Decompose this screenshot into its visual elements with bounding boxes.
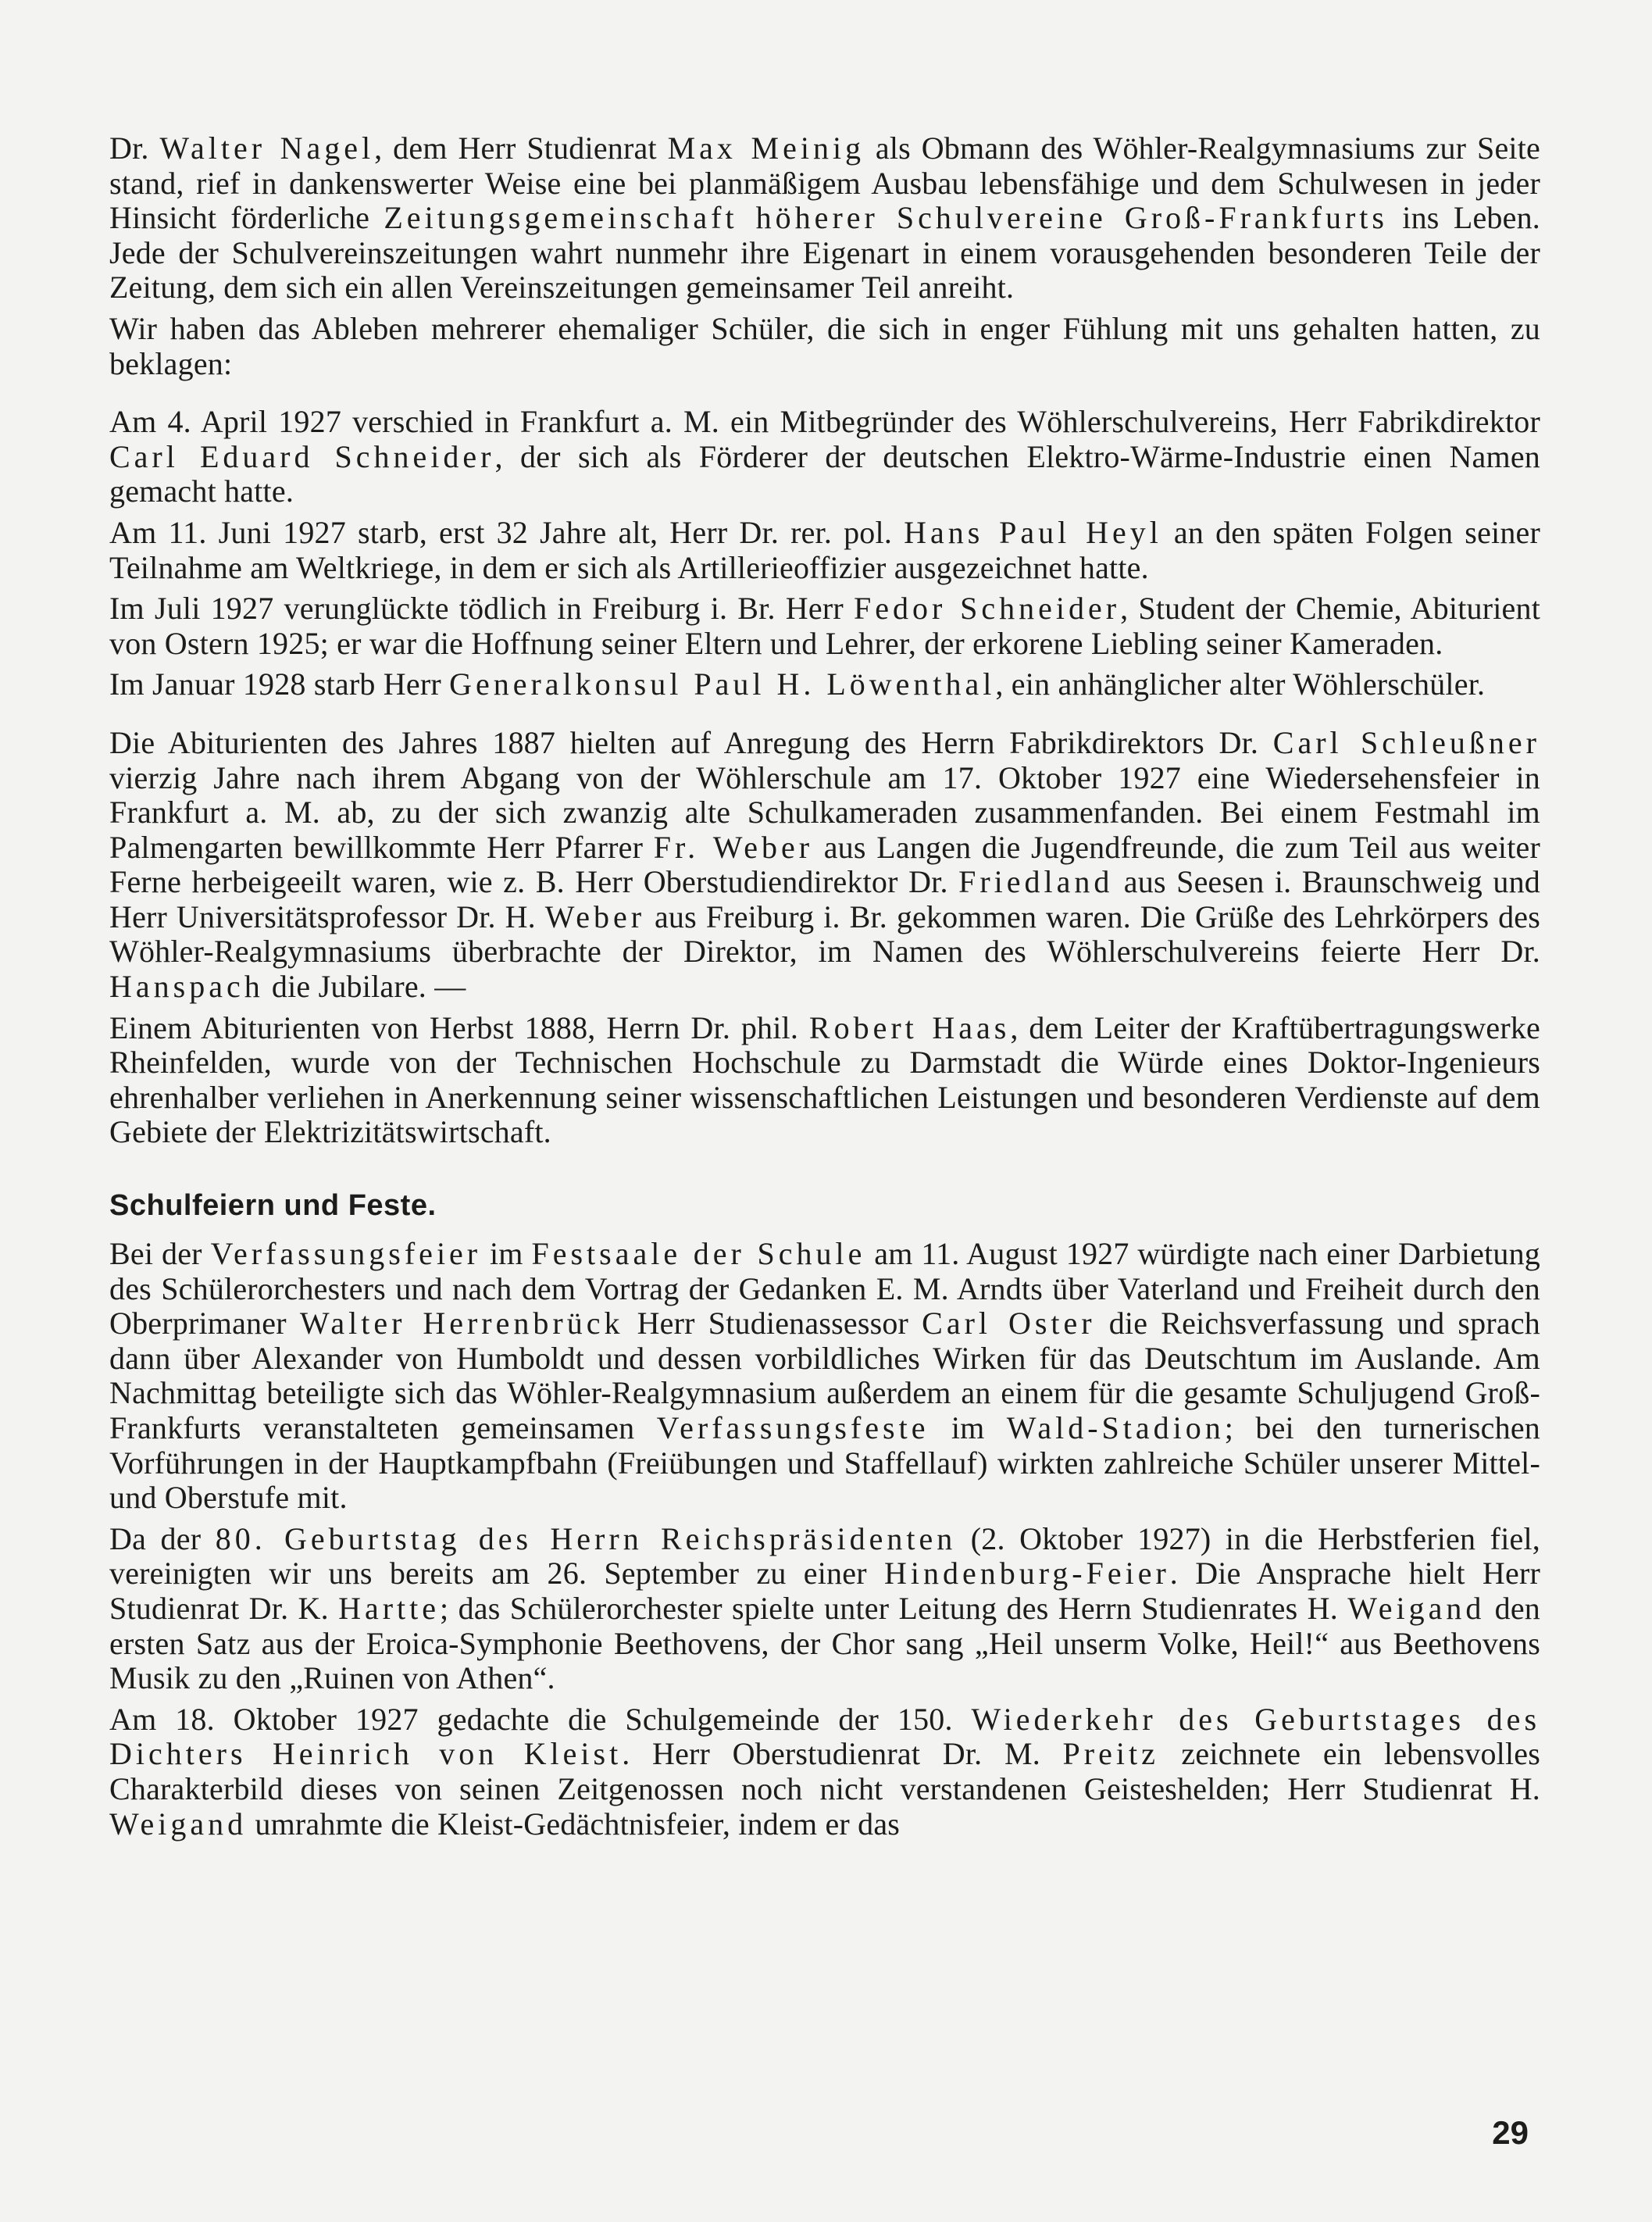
paragraph-text: , Student der Chemie, Abiturient von Ostern 1925; er war die Hoffnung seiner Eltern und Lehrer, der erkorene Liebling seiner Kameraden.	[109, 591, 1541, 661]
section-celebrations	[109, 1237, 1540, 1842]
paragraph	[109, 667, 1540, 702]
spaced-emphasis-text: Carl Eduard Schneider	[109, 438, 495, 474]
spaced-emphasis-text: Robert Haas	[808, 1009, 1011, 1045]
spaced-emphasis-text: Walter Nagel	[159, 130, 375, 166]
paragraph-text: ; bei den turnerischen Vorführungen in der Hauptkampfbahn (Freiübungen und Staffellauf) wirkten zahlreiche Schüler unserer Mittel- und Oberstufe mit.	[109, 1410, 1540, 1516]
paragraph	[109, 1237, 1540, 1516]
spaced-emphasis-text: Fedor Schneider	[853, 591, 1121, 627]
paragraph-text: ins Leben. Jede der Schulvereinszeitungen wahrt nunmehr ihre Eigenart in einem vorausgehenden besonderen Teile der Zeitung, dem sich ein allen Vereinszeitungen gemeinsamer Teil anreiht.	[109, 200, 1540, 305]
spaced-emphasis-text: Carl Schleußner	[1272, 724, 1540, 760]
paragraph-text: , ein anhänglicher alter Wöhlerschüler.	[995, 666, 1486, 702]
paragraph-text: . Die Ansprache hielt Herr Studienrat Dr. K.	[109, 1556, 1540, 1626]
paragraph-text: die Reichsverfassung und sprach dann über Alexander von Humboldt und dessen vorbildliches Wirken für das Deutschtum im Auslande. Am Nachmittag beteiligte sich das Wöhler-Realgymnasium außerdem an einem für die gesamte Schuljugend Groß-Frankfurts veranstalteten gemeinsamen	[109, 1306, 1541, 1445]
page-number: 29	[1492, 2114, 1529, 2151]
paragraph	[109, 131, 1540, 305]
spaced-emphasis-text: Verfassungsfeste	[656, 1410, 929, 1445]
paragraph-text: Bei der	[109, 1236, 211, 1272]
spaced-emphasis-text: Hindenburg-Feier	[883, 1556, 1170, 1591]
section-heading: Schulfeiern und Feste.	[109, 1189, 437, 1223]
paragraph-text: aus Freiburg i. Br. gekommen waren. Die Grüße des Lehrkörpers des Wöhler-Realgymnasiums überbrachte der Direktor, im Namen des Wöhlerschulvereins feierte Herr Dr.	[109, 898, 1540, 970]
paragraph-text: aus Seesen i. Braunschweig und Herr Universitätsprofessor Dr. H.	[109, 864, 1540, 934]
spaced-emphasis-text: Carl Oster	[922, 1306, 1096, 1341]
paragraph-text: im	[929, 1410, 1007, 1445]
paragraph-text: Am 11. Juni 1927 starb, erst 32 Jahre alt, Herr Dr. rer. pol.	[109, 514, 904, 550]
spaced-emphasis-text: Wald-Stadion	[1006, 1410, 1225, 1445]
paragraph-text: am 11. August 1927 würdigte nach einer Darbietung des Schülerorchesters und nach dem Vortrag der Gedanken E. M. Arndts über Vaterland und Freiheit durch den Oberprimaner	[109, 1236, 1540, 1341]
paragraph-text: Im Januar 1928 starb Herr	[109, 666, 450, 702]
paragraph	[109, 1011, 1540, 1150]
paragraph-text: Am 4. April 1927 verschied in Frankfurt a. M. ein Mitbegründer des Wöhlerschulvereins, Herr Fabrikdirektor	[109, 404, 1540, 440]
paragraph-text: die Jubilare. —	[263, 969, 466, 1005]
paragraph-text: an den späten Folgen seiner Teilnahme am Weltkriege, in dem er sich als Artillerieoffizier ausgezeichnet hatte.	[109, 514, 1541, 585]
paragraph-text: aus Langen die Jugendfreunde, die zum Teil aus weiter Ferne herbeigeeilt waren, wie z. B. Herr Oberstudiendirektor Dr.	[109, 829, 1540, 900]
paragraph-text: Die Abiturienten des Jahres 1887 hielten auf Anregung des Herrn Fabrikdirektors Dr.	[109, 724, 1273, 760]
paragraph-text: umrahmte die Kleist-Gedächtnisfeier, indem er das	[247, 1806, 901, 1842]
paragraph	[109, 591, 1540, 661]
paragraph	[109, 726, 1540, 1005]
spaced-emphasis-text: Weigand	[1347, 1590, 1486, 1626]
spaced-emphasis-text: Verfassungsfeier	[210, 1236, 482, 1272]
paragraph-text: Im Juli 1927 verunglückte tödlich in Freiburg i. Br. Herr	[109, 591, 854, 627]
paragraph-text: . Herr Oberstudienrat Dr. M.	[622, 1736, 1063, 1772]
paragraph-text: ; das Schülerorchester spielte unter Leitung des Herrn Studienrates H.	[440, 1590, 1348, 1626]
paragraph-text: zeichnete ein lebensvolles Charakterbild dieses von seinen Zeitgenossen noch nicht verstandenen Geisteshelden; Herr Studienrat H.	[109, 1736, 1541, 1806]
spaced-emphasis-text: Walter Herrenbrück	[299, 1306, 624, 1341]
spaced-emphasis-text: Festsaale der Schule	[531, 1236, 866, 1272]
paragraph	[109, 1522, 1540, 1696]
paragraph-text: Da der	[109, 1520, 216, 1556]
paragraph	[109, 405, 1540, 509]
paragraph-text: den ersten Satz aus der Eroica-Symphonie Beethovens, der Chor sang „Heil unserm Volke, Heil!“ aus Beethovens Musik zu den „Ruinen von Athen“.	[109, 1590, 1540, 1696]
paragraph-text: Einem Abiturienten von Herbst 1888, Herrn Dr. phil.	[109, 1009, 809, 1045]
paragraph	[109, 312, 1540, 381]
paragraph-text: (2. Oktober 1927) in die Herbstferien fiel, vereinigten wir uns bereits am 26. September zu einer	[109, 1520, 1540, 1591]
spaced-emphasis-text: Hartte	[338, 1590, 441, 1626]
spaced-emphasis-text: Wiederkehr des Geburtstages des Dichters Heinrich von Kleist	[109, 1701, 1541, 1772]
spaced-emphasis-text: Hanspach	[109, 969, 264, 1005]
spaced-emphasis-text: Weber	[544, 898, 646, 934]
paragraph-text: im	[481, 1236, 532, 1272]
spaced-emphasis-text: 80. Geburtstag des Herrn Reichspräsidenten	[215, 1520, 957, 1556]
section-news	[109, 131, 1540, 1150]
paragraph-text: Wir haben das Ableben mehrerer ehemaliger Schüler, die sich in enger Fühlung mit uns gehalten hatten, zu beklagen:	[109, 310, 1540, 381]
spaced-emphasis-text: Max Meinig	[667, 130, 865, 166]
paragraph-text: Herr Studienassessor	[623, 1306, 922, 1341]
spaced-emphasis-text: Zeitungsgemeinschaft höherer Schulvereine Groß-Frankfurts	[384, 200, 1388, 236]
spaced-emphasis-text: Fr. Weber	[653, 829, 814, 865]
spaced-emphasis-text: Friedland	[958, 864, 1114, 900]
spaced-emphasis-text: Weigand	[109, 1806, 248, 1842]
spaced-emphasis-text: Preitz	[1062, 1736, 1159, 1772]
paragraph-text: vierzig Jahre nach ihrem Abgang von der Wöhlerschule am 17. Oktober 1927 eine Wiedersehensfeier in Frankfurt a. M. ab, zu der sich zwanzig alte Schulkameraden zusammenfanden. Bei einem Festmahl im Palmengarten bewillkommte Herr Pfarrer	[109, 759, 1540, 865]
spaced-emphasis-text: Generalkonsul Paul H. Löwenthal	[449, 666, 996, 702]
paragraph	[109, 1702, 1540, 1842]
text-body	[109, 131, 1540, 1848]
paragraph-text: Am 18. Oktober 1927 gedachte die Schulgemeinde der 150.	[109, 1701, 972, 1737]
spaced-emphasis-text: Hans Paul Heyl	[904, 514, 1162, 550]
paragraph-text: als Obmann des Wöhler-Realgymnasiums zur Seite stand, rief in dankenswerter Weise eine bei planmäßigem Ausbau lebensfähige und dem Schulwesen in jeder Hinsicht förderliche	[109, 130, 1540, 236]
paragraph-text: , dem Herr Studienrat	[374, 130, 668, 166]
paragraph-text: , der sich als Förderer der deutschen Elektro-Wärme-Industrie einen Namen gemacht hatte.	[109, 438, 1540, 509]
paragraph-text: Dr.	[109, 130, 160, 166]
paragraph-text: , dem Leiter der Kraftübertragungswerke Rheinfelden, wurde von der Technischen Hochschule zu Darmstadt die Würde eines Doktor-Ingenieurs ehrenhalber verliehen in Anerkennung seiner wissenschaftlichen Leistungen und besonderen Verdienste auf dem Gebiete der Elektrizitätswirtschaft.	[109, 1009, 1540, 1150]
paragraph	[109, 516, 1540, 585]
